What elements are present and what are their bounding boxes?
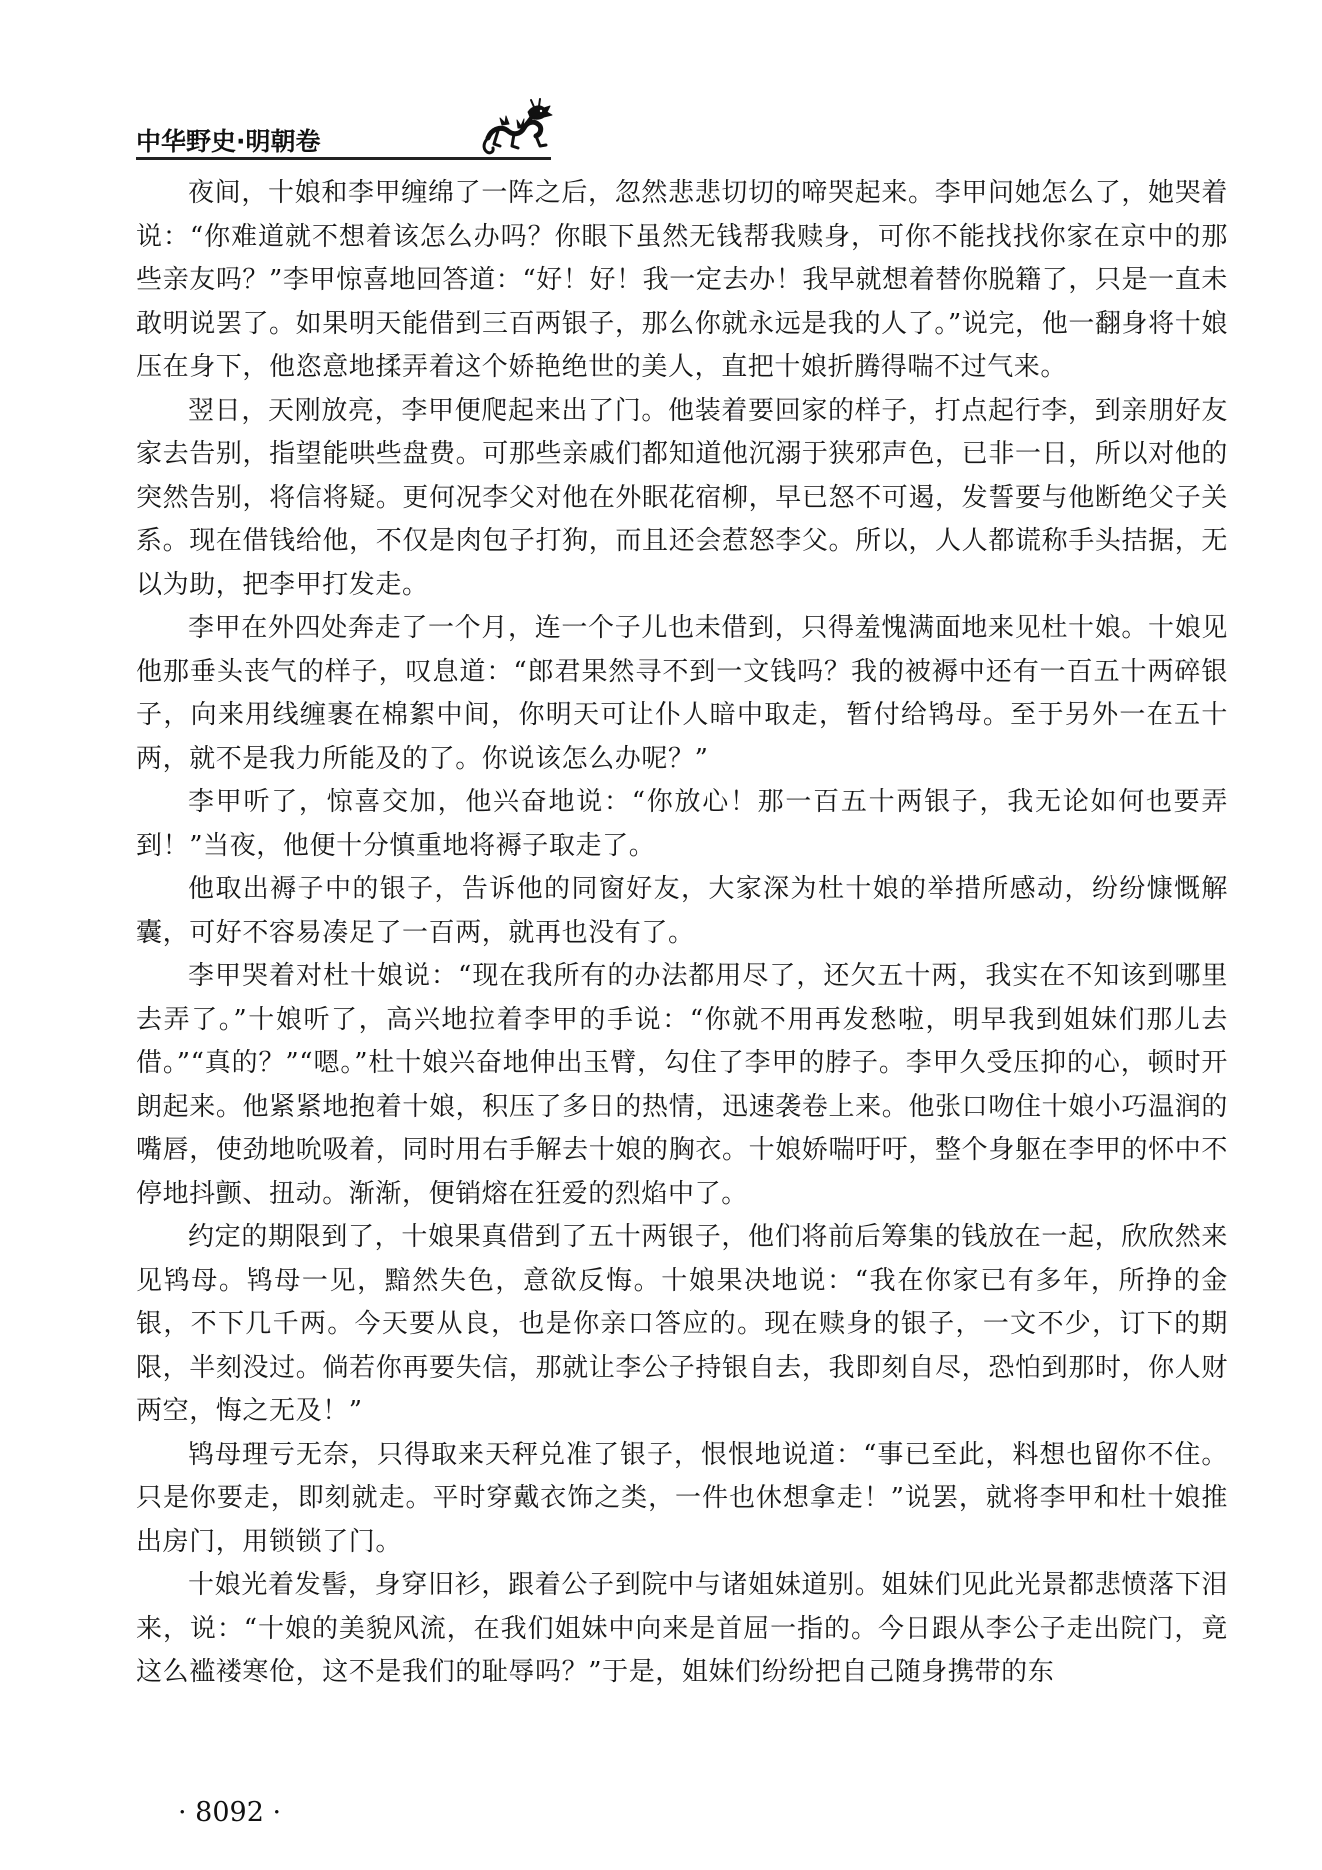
book-title: 中华野史·明朝卷	[136, 127, 321, 156]
paragraph: 李甲在外四处奔走了一个月，连一个子儿也未借到，只得羞愧满面地来见杜十娘。十娘见他那垂头丧气的样子，叹息道：“郎君果然寻不到一文钱吗？我的被褥中还有一百五十两碎银子，向来用线缠裹在棉絮中间，你明天可让仆人暗中取走，暂付给鸨母。至于另外一在五十两，就不是我力所能及的了。你说该怎么办呢？”	[136, 613, 1228, 774]
paragraph: 十娘光着发髻，身穿旧衫，跟着公子到院中与诸姐妹道别。姐妹们见此光景都悲愤落下泪来，说：“十娘的美貌风流，在我们姐妹中向来是首屈一指的。今日跟从李公子走出院门，竟这么褴褛寒伧，这不是我们的耻辱吗？”于是，姐妹们纷纷把自己随身携带的东	[136, 1570, 1228, 1687]
paragraph: 他取出褥子中的银子，告诉他的同窗好友，大家深为杜十娘的举措所感动，纷纷慷慨解囊，可好不容易凑足了一百两，就再也没有了。	[136, 874, 1228, 948]
running-header	[136, 100, 556, 162]
paragraph: 李甲哭着对杜十娘说：“现在我所有的办法都用尽了，还欠五十两，我实在不知该到哪里去弄了。”十娘听了，高兴地拉着李甲的手说：“你就不用再发愁啦，明早我到姐妹们那儿去借。”“真的？”“嗯。”杜十娘兴奋地伸出玉臂，勾住了李甲的脖子。李甲久受压抑的心，顿时开朗起来。他紧紧地抱着十娘，积压了多日的热情，迅速袭卷上来。他张口吻住十娘小巧温润的嘴唇，使劲地吮吸着，同时用右手解去十娘的胸衣。十娘娇喘吁吁，整个身躯在李甲的怀中不停地抖颤、扭动。渐渐，便销熔在狂爱的烈焰中了。	[136, 961, 1228, 1209]
paragraph: 约定的期限到了，十娘果真借到了五十两银子，他们将前后筹集的钱放在一起，欣欣然来见鸨母。鸨母一见，黯然失色，意欲反悔。十娘果决地说：“我在你家已有多年，所挣的金银，不下几千两。今天要从良，也是你亲口答应的。现在赎身的银子，一文不少，订下的期限，半刻没过。倘若你再要失信，那就让李公子持银自去，我即刻自尽，恐怕到那时，你人财两空，悔之无及！”	[136, 1222, 1228, 1426]
paragraph: 夜间，十娘和李甲缠绵了一阵之后，忽然悲悲切切的啼哭起来。李甲问她怎么了，她哭着说：“你难道就不想着该怎么办吗？你眼下虽然无钱帮我赎身，可你不能找找你家在京中的那些亲友吗？”李甲惊喜地回答道：“好！好！我一定去办！我早就想着替你脱籍了，只是一直未敢明说罢了。如果明天能借到三百两银子，那么你就永远是我的人了。”说完，他一翻身将十娘压在身下，他恣意地揉弄着这个娇艳绝世的美人，直把十娘折腾得喘不过气来。	[136, 178, 1228, 382]
paragraph: 翌日，天刚放亮，李甲便爬起来出了门。他装着要回家的样子，打点起行李，到亲朋好友家去告别，指望能哄些盘费。可那些亲戚们都知道他沉溺于狭邪声色，已非一日，所以对他的突然告别，将信将疑。更何况李父对他在外眠花宿柳，早已怒不可遏，发誓要与他断绝父子关系。现在借钱给他，不仅是肉包子打狗，而且还会惹怒李父。所以，人人都谎称手头拮据，无以为助，把李甲打发走。	[136, 395, 1228, 600]
page-number: · 8092 ·	[178, 1797, 282, 1828]
body-text	[136, 172, 1228, 1695]
dragon-emblem-icon	[478, 98, 556, 156]
paragraph: 李甲听了，惊喜交加，他兴奋地说：“你放心！那一百五十两银子，我无论如何也要弄到！”当夜，他便十分慎重地将褥子取走了。	[136, 787, 1228, 861]
paragraph: 鸨母理亏无奈，只得取来天秤兑准了银子，恨恨地说道：“事已至此，料想也留你不住。只是你要走，即刻就走。平时穿戴衣饰之类，一件也休想拿走！”说罢，就将李甲和杜十娘推出房门，用锁锁了门。	[136, 1439, 1228, 1557]
header-divider	[136, 157, 551, 160]
